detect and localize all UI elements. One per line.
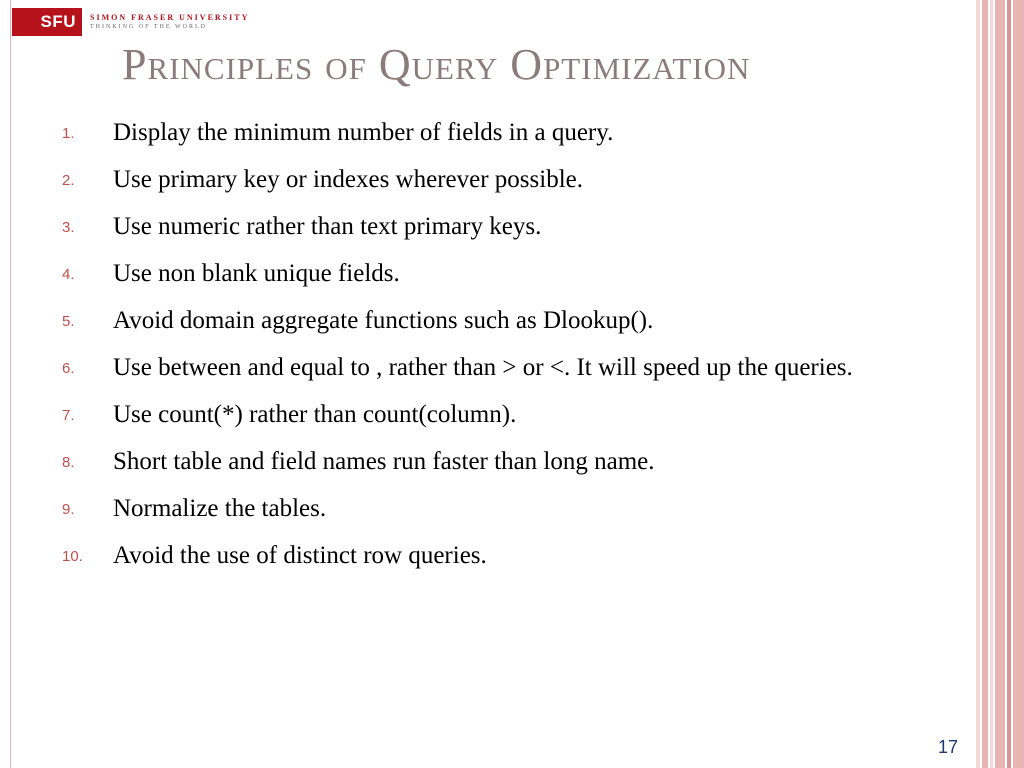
- list-item: [0, 116, 960, 150]
- list-item-text: Display the minimum number of fields in a query.: [113, 119, 614, 146]
- list-item-text: Use count(*) rather than count(column).: [113, 401, 517, 428]
- stripe: [995, 0, 1005, 768]
- list-item-text: Avoid the use of distinct row queries.: [113, 542, 487, 569]
- list-item: [0, 257, 960, 291]
- principles-list: [0, 116, 960, 586]
- list-item-number: 7.: [62, 407, 75, 424]
- list-item-text: Use primary key or indexes wherever possible.: [113, 166, 583, 193]
- page-number: 17: [938, 737, 959, 757]
- list-item-text: Use numeric rather than text primary keys.: [113, 213, 542, 240]
- list-item-text: Use between and equal to , rather than > or <. It will speed up the queries.: [113, 354, 853, 381]
- stripe: [982, 0, 988, 768]
- list-item-number: 5.: [62, 313, 75, 330]
- list-item-number: 10.: [62, 548, 83, 565]
- university-tagline: THINKING OF THE WORLD: [90, 24, 207, 30]
- sfu-logo-text: [90, 12, 249, 32]
- list-item-number: 2.: [62, 172, 75, 189]
- stripe: [976, 0, 980, 768]
- list-item-number: 8.: [62, 454, 75, 471]
- list-item-text: Normalize the tables.: [113, 495, 327, 522]
- list-item: [0, 445, 960, 479]
- stripe: [990, 0, 993, 768]
- list-item: [0, 398, 960, 432]
- list-item-text: Short table and field names run faster than long name.: [113, 448, 655, 475]
- sfu-logo-mark: SFU: [12, 8, 82, 36]
- list-item: [0, 539, 960, 573]
- stripe: [1013, 0, 1024, 768]
- list-item-text: Use non blank unique fields.: [113, 260, 400, 287]
- sfu-logo: [12, 8, 249, 36]
- university-name: SIMON FRASER UNIVERSITY: [90, 13, 250, 22]
- slide-title: Principles of Query Optimization: [122, 40, 751, 89]
- list-item-number: 1.: [62, 125, 75, 142]
- list-item: [0, 163, 960, 197]
- list-item: [0, 304, 960, 338]
- list-item-number: 6.: [62, 360, 75, 377]
- list-item-text: Avoid domain aggregate functions such as Dlookup().: [113, 307, 654, 334]
- list-item: [0, 492, 960, 526]
- right-decorative-stripes: [976, 0, 1024, 768]
- list-item-number: 9.: [62, 501, 75, 518]
- list-item: [0, 351, 960, 385]
- list-item-number: 4.: [62, 266, 75, 283]
- stripe: [1007, 0, 1011, 768]
- list-item: [0, 210, 960, 244]
- list-item-number: 3.: [62, 219, 75, 236]
